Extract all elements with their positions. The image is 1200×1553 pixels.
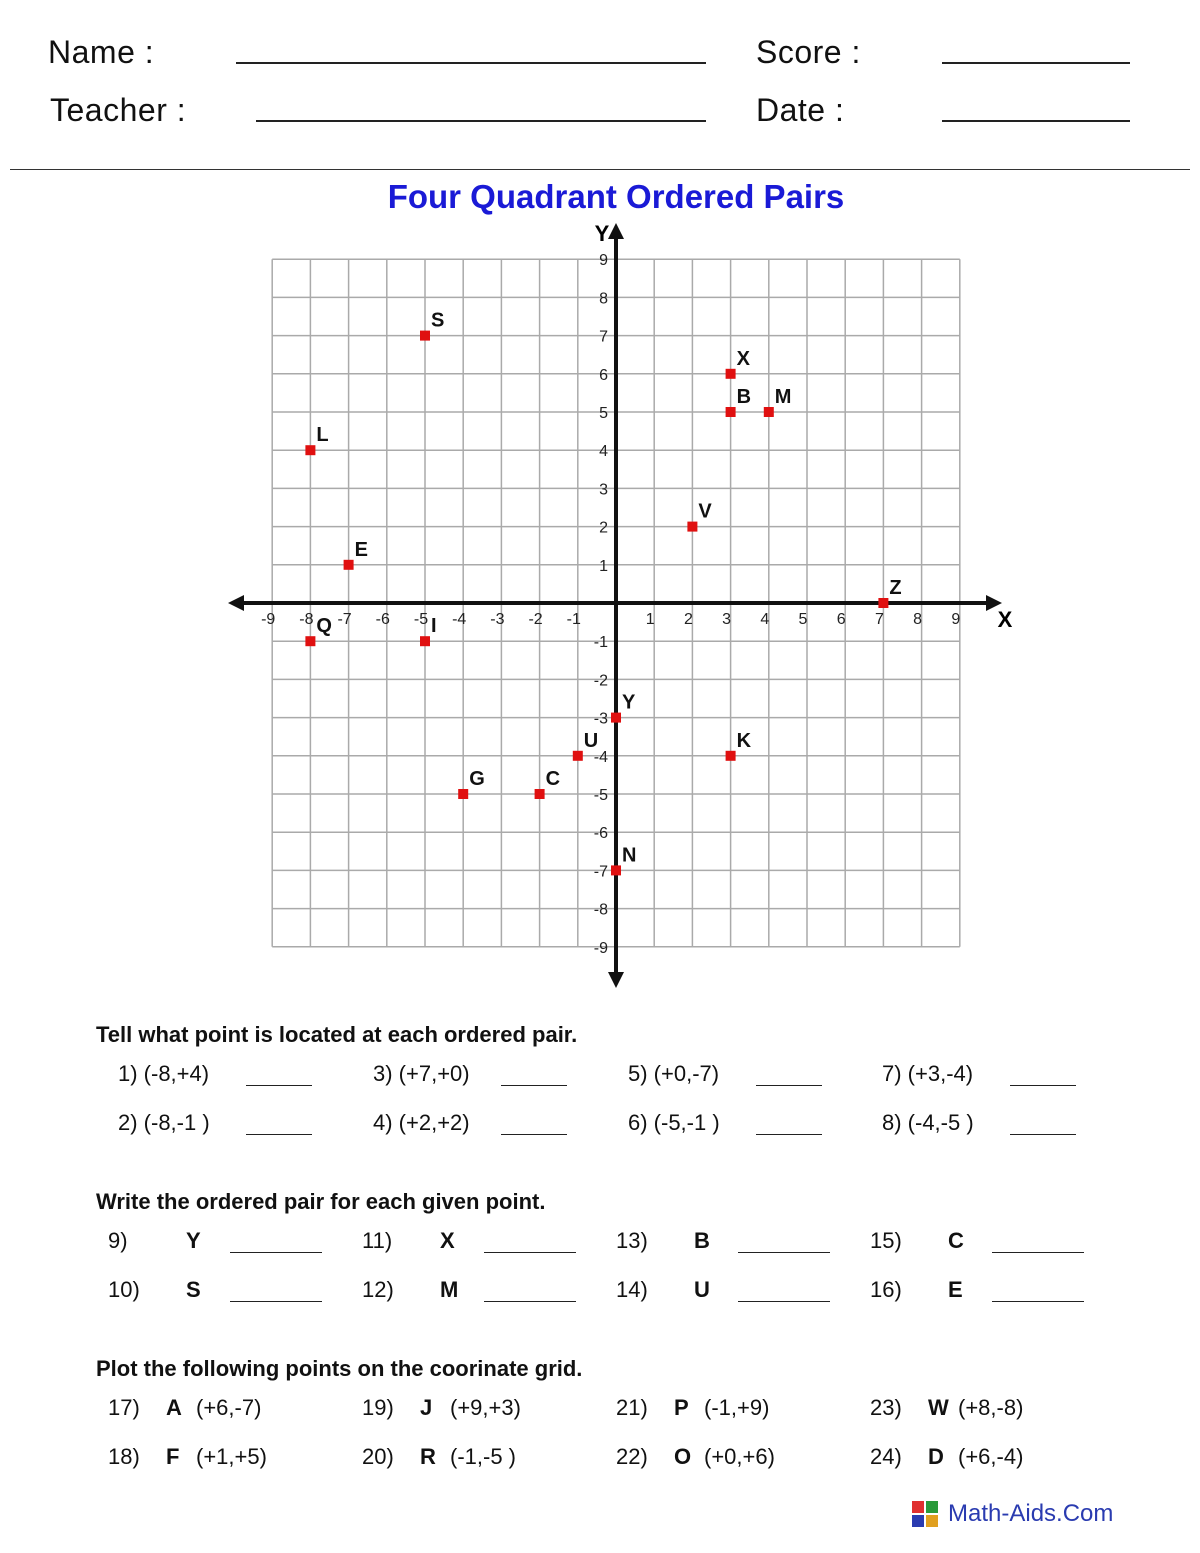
question-number: 19) <box>362 1395 394 1420</box>
x-tick-label: 8 <box>913 611 923 628</box>
section1-title: Tell what point is located at each ordered pair. <box>96 1022 578 1047</box>
question-number: 15) <box>870 1228 902 1253</box>
x-tick-label: -7 <box>337 611 352 628</box>
question-letter: Y <box>186 1228 201 1253</box>
question-number: 17) <box>108 1395 140 1420</box>
x-tick-label: 2 <box>683 611 693 628</box>
section3-title: Plot the following points on the coorinate grid. <box>96 1356 583 1381</box>
y-tick-label: -2 <box>593 672 608 690</box>
question-number: 10) <box>108 1277 140 1302</box>
question-number: 18) <box>108 1444 140 1469</box>
teacher-label: Teacher : <box>50 92 187 128</box>
question-letter: S <box>186 1277 201 1302</box>
question-letter: B <box>694 1228 710 1253</box>
question-pair: 1) (-8,+4) <box>118 1061 210 1086</box>
question-pair: (+1,+5) <box>196 1444 267 1469</box>
question-letter: F <box>166 1444 180 1469</box>
question-pair: 7) (+3,-4) <box>882 1061 974 1086</box>
answer-blank[interactable] <box>738 1301 830 1302</box>
question-pair: 6) (-5,-1 ) <box>628 1110 720 1135</box>
point-marker <box>573 751 583 761</box>
calculator-icon <box>912 1501 938 1527</box>
y-axis-label: Y <box>594 221 610 246</box>
answer-blank[interactable] <box>1010 1134 1076 1135</box>
answer-blank[interactable] <box>484 1252 576 1253</box>
name-label: Name : <box>48 34 155 70</box>
question-letter: X <box>440 1228 455 1253</box>
point-label: I <box>431 615 437 638</box>
y-tick-label: 3 <box>599 481 608 499</box>
answer-blank[interactable] <box>246 1085 312 1086</box>
question-number: 22) <box>616 1444 648 1469</box>
answer-blank[interactable] <box>756 1085 822 1086</box>
answer-blank[interactable] <box>230 1252 322 1253</box>
question-number: 9) <box>108 1228 128 1253</box>
question-letter: E <box>948 1277 963 1302</box>
x-tick-label: -1 <box>566 611 581 628</box>
x-tick-label: -8 <box>299 611 314 628</box>
point-marker <box>611 713 621 723</box>
y-tick-label: 7 <box>599 328 608 346</box>
x-axis-arrow-left <box>228 595 244 611</box>
point-label: Z <box>889 577 902 599</box>
point-label: V <box>698 500 712 523</box>
question-letter: D <box>928 1444 944 1469</box>
x-axis-label: X <box>997 607 1013 632</box>
question-letter: U <box>694 1277 710 1302</box>
answer-blank[interactable] <box>230 1301 322 1302</box>
point-marker <box>726 751 736 761</box>
brand-text: Math-Aids.Com <box>948 1500 1114 1527</box>
section2-title: Write the ordered pair for each given point. <box>96 1189 546 1214</box>
point-marker <box>420 331 430 341</box>
question-letter: W <box>928 1395 949 1420</box>
question-number: 12) <box>362 1277 394 1302</box>
x-tick-label: -2 <box>528 611 543 628</box>
question-letter: P <box>674 1395 689 1420</box>
point-label: U <box>583 729 599 752</box>
y-tick-label: -9 <box>593 939 608 957</box>
point-marker <box>726 369 736 379</box>
question-pair: (-1,-5 ) <box>450 1444 516 1469</box>
answer-blank[interactable] <box>992 1301 1084 1302</box>
question-number: 23) <box>870 1395 902 1420</box>
answer-blank[interactable] <box>501 1134 567 1135</box>
point-label: M <box>774 386 792 408</box>
question-letter: C <box>948 1228 964 1253</box>
y-tick-label: 1 <box>599 557 608 575</box>
y-tick-label: 4 <box>599 443 608 461</box>
y-tick-label: -3 <box>593 710 608 728</box>
question-number: 11) <box>362 1228 393 1253</box>
question-pair: (+9,+3) <box>450 1395 521 1420</box>
question-number: 20) <box>362 1444 394 1469</box>
answer-blank[interactable] <box>992 1252 1084 1253</box>
point-label: X <box>736 347 750 370</box>
y-tick-label: 2 <box>599 519 608 537</box>
y-axis-arrow-up <box>608 223 624 239</box>
point-label: L <box>316 424 329 447</box>
point-label: Y <box>622 691 636 714</box>
point-label: N <box>622 844 637 867</box>
question-pair: 2) (-8,-1 ) <box>118 1110 210 1135</box>
question-letter: A <box>166 1395 182 1420</box>
score-label: Score : <box>756 34 861 70</box>
y-tick-label: -5 <box>593 787 608 804</box>
footer-brand <box>912 1500 1113 1528</box>
x-tick-label: -9 <box>261 611 276 628</box>
question-letter: R <box>420 1444 436 1469</box>
x-tick-label: 9 <box>951 611 961 628</box>
point-label: E <box>354 538 368 561</box>
point-marker <box>611 865 621 875</box>
y-tick-label: 8 <box>599 290 608 308</box>
date-label: Date : <box>756 92 845 128</box>
question-letter: J <box>420 1395 433 1420</box>
point-marker <box>726 407 736 417</box>
point-label: S <box>431 309 445 332</box>
y-tick-label: -6 <box>593 825 608 843</box>
answer-blank[interactable] <box>501 1085 567 1086</box>
answer-blank[interactable] <box>738 1252 830 1253</box>
question-pair: (+0,+6) <box>704 1444 775 1469</box>
point-marker <box>687 522 697 532</box>
question-number: 21) <box>616 1395 648 1420</box>
x-tick-label: -4 <box>452 611 467 628</box>
y-tick-label: -8 <box>593 901 608 919</box>
point-label: G <box>469 768 485 790</box>
question-pair: 4) (+2,+2) <box>373 1110 470 1135</box>
x-tick-label: 5 <box>798 611 808 628</box>
question-pair: 5) (+0,-7) <box>628 1061 720 1086</box>
page-title: Four Quadrant Ordered Pairs <box>387 178 845 215</box>
x-tick-label: 6 <box>836 611 846 628</box>
point-label: Q <box>316 615 332 638</box>
point-marker <box>305 445 315 455</box>
answer-blank[interactable] <box>484 1301 576 1302</box>
question-pair: (+8,-8) <box>958 1395 1024 1420</box>
point-marker <box>344 560 354 570</box>
point-marker <box>305 636 315 646</box>
answer-blank[interactable] <box>1010 1085 1076 1086</box>
x-tick-label: 1 <box>645 611 655 628</box>
question-number: 24) <box>870 1444 902 1469</box>
x-tick-label: 3 <box>722 611 732 628</box>
point-marker <box>420 636 430 646</box>
x-tick-label: -5 <box>413 611 429 628</box>
question-pair: (-1,+9) <box>704 1395 770 1420</box>
y-tick-label: 9 <box>599 252 608 270</box>
x-tick-label: 4 <box>760 611 770 628</box>
x-tick-label: -6 <box>375 611 390 628</box>
y-tick-label: 6 <box>599 366 608 384</box>
point-label: C <box>545 768 561 790</box>
question-letter: M <box>440 1277 459 1302</box>
y-tick-label: -7 <box>593 863 608 881</box>
y-tick-label: -4 <box>593 748 608 766</box>
x-tick-label: -3 <box>490 611 505 628</box>
point-marker <box>764 407 774 417</box>
point-marker <box>878 598 888 608</box>
question-pair: 8) (-4,-5 ) <box>882 1110 974 1135</box>
point-label: K <box>736 729 752 752</box>
y-axis-arrow-down <box>608 972 624 988</box>
question-pair: (+6,-4) <box>958 1444 1024 1469</box>
point-label: B <box>736 386 752 408</box>
question-pair: (+6,-7) <box>196 1395 262 1420</box>
y-tick-label: -1 <box>593 634 608 652</box>
answer-blank[interactable] <box>246 1134 312 1135</box>
point-marker <box>535 789 545 799</box>
question-number: 13) <box>616 1228 648 1253</box>
question-pair: 3) (+7,+0) <box>373 1061 470 1086</box>
point-marker <box>458 789 468 799</box>
question-letter: O <box>674 1444 692 1469</box>
y-tick-label: 5 <box>599 405 608 422</box>
x-tick-label: 7 <box>874 611 884 628</box>
question-number: 16) <box>870 1277 902 1302</box>
question-number: 14) <box>616 1277 648 1302</box>
answer-blank[interactable] <box>756 1134 822 1135</box>
